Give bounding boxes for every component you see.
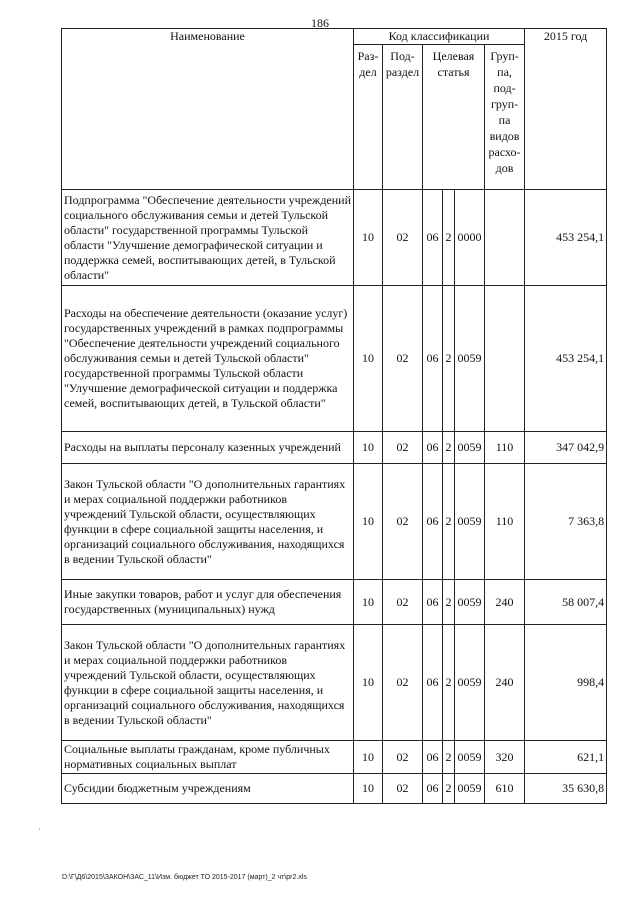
header-year: 2015 год (525, 29, 607, 190)
row-podrazdel: 02 (383, 774, 423, 804)
row-razdel: 10 (354, 625, 383, 741)
row-name: Субсидии бюджетным учреждениям (62, 774, 354, 804)
table-row (62, 774, 607, 804)
row-razdel: 10 (354, 774, 383, 804)
page-number: 186 (311, 16, 329, 30)
row-amount: 58 007,4 (525, 580, 607, 625)
row-name: Закон Тульской области "О дополнительных гарантиях и мерах социальной поддержки работников учреждений Тульской области, осуществляющих функции в сфере социальной защиты населения, и организаций социального обслуживания, находящихся в ведении Тульской области" (62, 625, 354, 741)
row-podrazdel: 02 (383, 625, 423, 741)
row-razdel: 10 (354, 741, 383, 774)
row-razdel: 10 (354, 286, 383, 432)
row-target-part1: 06 (423, 464, 443, 580)
header-razdel: Раз- дел (354, 45, 383, 190)
row-target-part3: 0059 (455, 432, 485, 464)
table-body (62, 190, 607, 804)
header-expense-group: Груп- па, под- груп- па видов расхо- дов (485, 45, 525, 190)
row-amount: 347 042,9 (525, 432, 607, 464)
row-target-part3: 0059 (455, 580, 485, 625)
row-target-part3: 0059 (455, 741, 485, 774)
row-razdel: 10 (354, 432, 383, 464)
header-podrazdel: Под- раздел (383, 45, 423, 190)
row-amount: 998,4 (525, 625, 607, 741)
row-target-part1: 06 (423, 432, 443, 464)
row-podrazdel: 02 (383, 580, 423, 625)
row-target-part1: 06 (423, 286, 443, 432)
row-target-part2: 2 (443, 464, 455, 580)
row-podrazdel: 02 (383, 286, 423, 432)
row-target-part1: 06 (423, 580, 443, 625)
table-row (62, 741, 607, 774)
row-amount: 621,1 (525, 741, 607, 774)
row-podrazdel: 02 (383, 190, 423, 286)
row-podrazdel: 02 (383, 464, 423, 580)
row-target-part1: 06 (423, 190, 443, 286)
row-expense-group: 320 (485, 741, 525, 774)
row-target-part2: 2 (443, 286, 455, 432)
header-code-group: Код классификации (354, 29, 525, 45)
row-razdel: 10 (354, 190, 383, 286)
row-target-part3: 0059 (455, 286, 485, 432)
row-name: Иные закупки товаров, работ и услуг для обеспечения государственных (муниципальных) нужд (62, 580, 354, 625)
row-target-part2: 2 (443, 432, 455, 464)
row-amount: 35 630,8 (525, 774, 607, 804)
table-row (62, 432, 607, 464)
header-target-article: Целевая статья (423, 45, 485, 190)
row-target-part1: 06 (423, 625, 443, 741)
margin-mark: · (38, 824, 41, 834)
row-target-part3: 0059 (455, 464, 485, 580)
row-amount: 453 254,1 (525, 286, 607, 432)
footer-file-path: D:\Г\Д6\2015\ЗАКОН\ЗАС_11\Изм. бюджет ТО 2015-2017 (март)_2 чт\pr2.xls (62, 874, 307, 881)
row-target-part3: 0059 (455, 774, 485, 804)
budget-table (61, 28, 607, 804)
row-razdel: 10 (354, 580, 383, 625)
row-target-part2: 2 (443, 580, 455, 625)
table-row (62, 625, 607, 741)
table-row (62, 464, 607, 580)
row-amount: 453 254,1 (525, 190, 607, 286)
table-row (62, 286, 607, 432)
row-target-part3: 0000 (455, 190, 485, 286)
header-name: Наименование (62, 29, 354, 190)
row-target-part1: 06 (423, 774, 443, 804)
row-target-part2: 2 (443, 190, 455, 286)
row-podrazdel: 02 (383, 741, 423, 774)
row-expense-group: 110 (485, 432, 525, 464)
row-target-part2: 2 (443, 741, 455, 774)
row-expense-group: 610 (485, 774, 525, 804)
row-expense-group: 240 (485, 580, 525, 625)
table-row (62, 580, 607, 625)
row-expense-group: 240 (485, 625, 525, 741)
row-expense-group (485, 286, 525, 432)
row-name: Расходы на обеспечение деятельности (оказание услуг) государственных учреждений в рамках подпрограммы "Обеспечение деятельности учреждений социального обслуживания семьи и детей Тульской области" государственной программы Тульской области "Улучшение демографической ситуации и поддержка семей, воспитывающих детей, в Тульской области" (62, 286, 354, 432)
row-amount: 7 363,8 (525, 464, 607, 580)
row-razdel: 10 (354, 464, 383, 580)
row-target-part2: 2 (443, 625, 455, 741)
row-name: Закон Тульской области "О дополнительных гарантиях и мерах социальной поддержки работников учреждений Тульской области, осуществляющих функции в сфере социальной защиты населения, и организаций социального обслуживания, находящихся в ведении Тульской области" (62, 464, 354, 580)
row-name: Подпрограмма "Обеспечение деятельности учреждений социального обслуживания семьи и детей Тульской области" государственной программы Тульской области "Улучшение демографической ситуации и поддержка семей, воспитывающих детей, в Тульской области" (62, 190, 354, 286)
row-target-part3: 0059 (455, 625, 485, 741)
row-expense-group (485, 190, 525, 286)
row-name: Социальные выплаты гражданам, кроме публичных нормативных социальных выплат (62, 741, 354, 774)
row-target-part2: 2 (443, 774, 455, 804)
row-target-part1: 06 (423, 741, 443, 774)
row-expense-group: 110 (485, 464, 525, 580)
row-podrazdel: 02 (383, 432, 423, 464)
table-row (62, 190, 607, 286)
row-name: Расходы на выплаты персоналу казенных учреждений (62, 432, 354, 464)
